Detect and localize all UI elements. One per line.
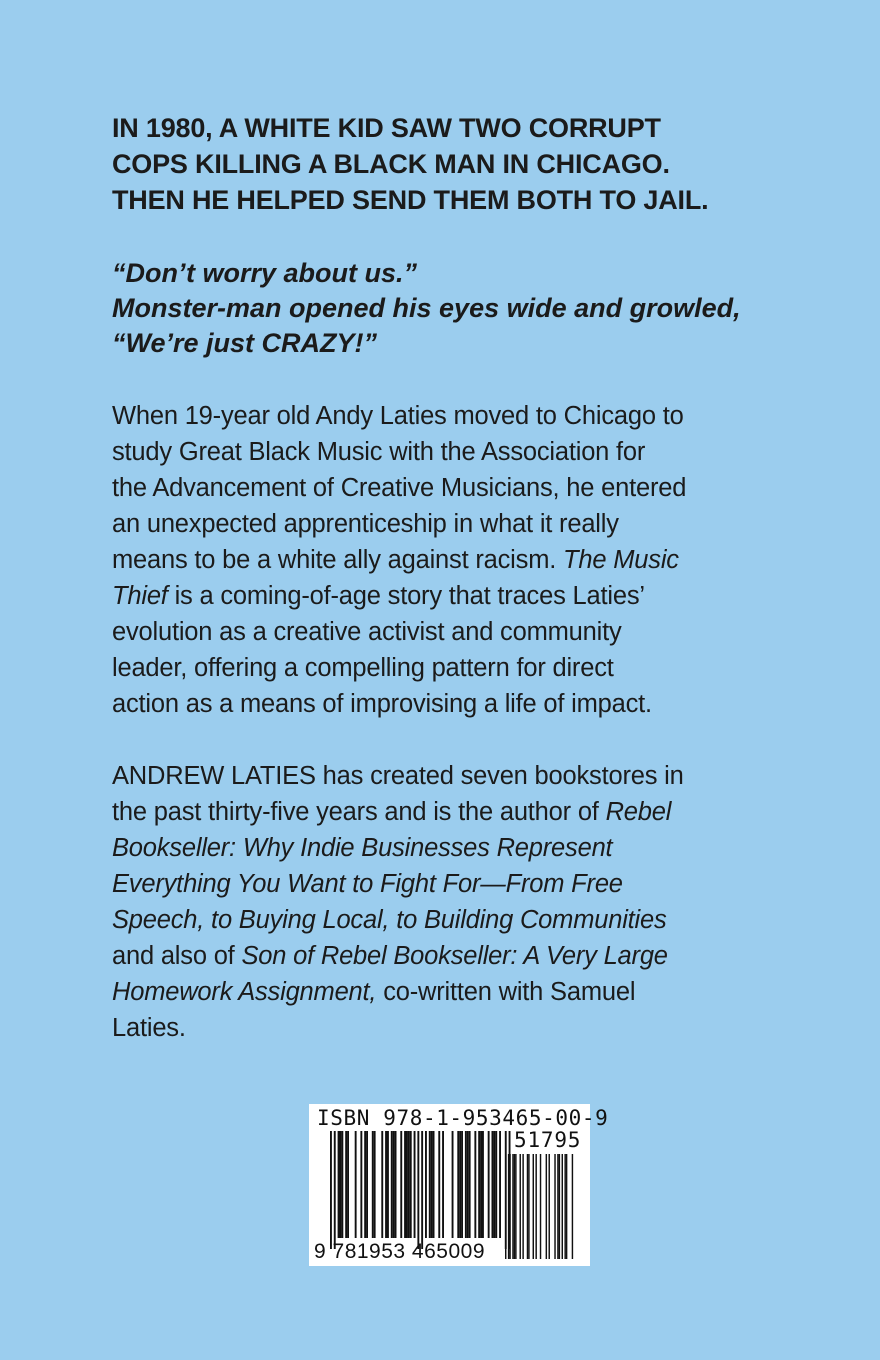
text-line [112,650,752,686]
text-line [112,974,752,1010]
barcode-bar [478,1131,480,1238]
barcode-bar [345,1131,347,1238]
barcode-bar [340,1131,342,1238]
barcode-bar [387,1131,389,1238]
barcode-bar [438,1131,440,1238]
isbn-label: ISBN 978-1-953465-00-9 [317,1106,609,1130]
barcode-bar [393,1131,395,1238]
addon-bar [549,1154,550,1259]
addon-bar [522,1154,523,1259]
excerpt-quote [112,256,752,361]
addon-bar [509,1154,510,1259]
barcode-bar [433,1131,435,1238]
addon-bar [562,1154,563,1259]
isbn-barcode [309,1104,609,1266]
text-line [112,1010,752,1046]
author-bio [112,758,752,1046]
text-line [112,866,752,902]
barcode-bar [495,1131,497,1238]
quote-line: Monster-man opened his eyes wide and growled, [112,293,741,323]
addon-bar [564,1154,565,1259]
barcode-bar [330,1131,332,1249]
headline [112,110,752,218]
text-run: leader, offering a compelling pattern for direct [112,654,614,682]
addon-bar [566,1154,567,1259]
barcode-bar [404,1131,406,1238]
barcode-bar [429,1131,431,1238]
book-description [112,398,752,722]
italic-title-text: Rebel [605,798,672,826]
text-line [112,938,752,974]
text-run: and also of [112,942,242,970]
quote-line: “We’re just CRAZY!” [112,328,378,358]
text-line [112,578,752,614]
text-line [112,470,752,506]
barcode-bar [488,1131,490,1238]
addon-bar [514,1154,515,1259]
barcode-bar [334,1131,336,1249]
barcode-bar [374,1131,376,1238]
quote-line: “Don’t worry about us.” [112,258,417,288]
addon-bar [554,1154,555,1259]
barcode-bar [385,1131,387,1238]
addon-bar [559,1154,560,1259]
barcode-bar [364,1131,366,1238]
barcode-bar [400,1131,402,1238]
text-line [112,758,752,794]
barcode-bar [461,1131,463,1238]
text-run: co-written with Samuel [376,978,636,1006]
text-run: means to be a white ally against racism. [112,546,564,574]
text-line [112,686,752,722]
headline-line: THEN HE HELPED SEND THEM BOTH TO JAIL. [112,185,709,215]
addon-bar [528,1154,529,1259]
text-run: study Great Black Music with the Association for [112,438,646,466]
addon-bar [527,1154,528,1259]
barcode-bar [372,1131,374,1238]
text-run: the past thirty-five years and is the author of [112,798,606,826]
text-run: Laties. [112,1014,186,1042]
barcode-bar [431,1131,433,1238]
headline-line: IN 1980, A WHITE KID SAW TWO CORRUPT [112,113,661,143]
text-line [112,794,752,830]
barcode-bar [395,1131,397,1238]
barcode-bar [452,1131,454,1238]
text-run: When 19-year old Andy Laties moved to Chicago to [112,402,684,430]
addon-bar [557,1154,558,1259]
barcode-bar [469,1131,471,1238]
addon-bar [508,1154,509,1259]
barcode-bar [421,1131,423,1249]
barcode-bar [459,1131,461,1238]
italic-title-text: Homework Assignment, [112,978,377,1006]
barcode-bar [474,1131,476,1238]
text-run: action as a means of improvising a life of impact. [112,690,652,718]
barcode-digits: 9 781953 465009 [314,1240,485,1263]
italic-title-text: Bookseller: Why Indie Businesses Represent [112,834,613,862]
barcode-bar [499,1131,501,1238]
barcode-bar [360,1131,362,1238]
barcode-bar [366,1131,368,1238]
text-line [112,830,752,866]
text-run: is a coming-of-age story that traces Laties’ [167,582,645,610]
barcode-bar [457,1131,459,1238]
text-run: evolution as a creative activist and community [112,618,622,646]
text-line [112,398,752,434]
barcode-bar [480,1131,482,1238]
barcode-bar [410,1131,412,1238]
barcode-bar [465,1131,467,1238]
text-line [112,542,752,578]
barcode-bar [338,1131,340,1238]
italic-title-text: Son of Rebel Bookseller: A Very Large [241,942,668,970]
italic-title-text: Thief [112,582,168,610]
barcode-bar [406,1131,408,1238]
barcode-bar [425,1131,427,1238]
barcode-bar [442,1131,444,1238]
headline-line: COPS KILLING A BLACK MAN IN CHICAGO. [112,149,670,179]
addon-bar [546,1154,547,1259]
barcode-bar [482,1131,484,1238]
barcode-bar [467,1131,469,1238]
barcode-bar [414,1131,416,1238]
barcode-bar [341,1131,343,1238]
addon-bar [520,1154,521,1259]
italic-title-text: The Music [563,546,679,574]
addon-bar [505,1154,506,1259]
addon-bar [533,1154,534,1259]
italic-title-text: Speech, to Buying Local, to Building Communities [112,906,667,934]
text-run: ANDREW LATIES has created seven bookstores in [112,762,684,790]
text-line [112,902,752,938]
addon-bar [540,1154,541,1259]
text-line [112,506,752,542]
barcode-bar [381,1131,383,1238]
barcode-bar [408,1131,410,1238]
text-line [112,434,752,470]
text-run: an unexpected apprenticeship in what it really [112,510,619,538]
addon-bar [572,1154,573,1259]
text-run: the Advancement of Creative Musicians, he entered [112,474,687,502]
barcode-bar [417,1131,419,1249]
barcode-bar [391,1131,393,1238]
barcode-bar [492,1131,494,1238]
barcode-bar [355,1131,357,1238]
italic-title-text: Everything You Want to Fight For—From Free [112,870,623,898]
barcode-bar [347,1131,349,1238]
addon-bar [515,1154,516,1259]
text-line [112,614,752,650]
addon-bar [512,1154,513,1259]
barcode-bar [493,1131,495,1238]
price-code: 51795 [514,1128,582,1152]
addon-bar [535,1154,536,1259]
